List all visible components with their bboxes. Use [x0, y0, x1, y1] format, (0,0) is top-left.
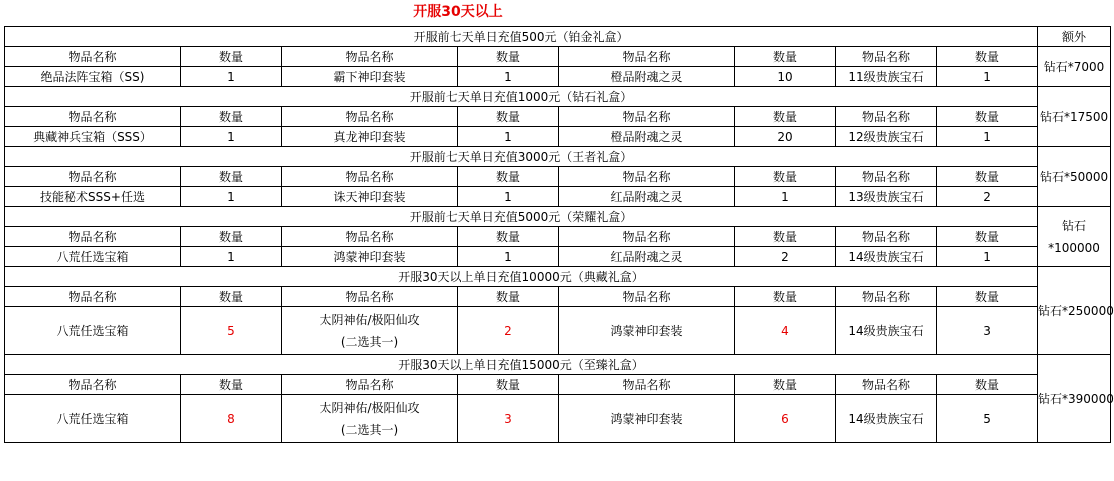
column-header-row — [5, 287, 1111, 307]
column-header: 数量 — [735, 167, 836, 187]
item-name: 典藏神兵宝箱（SSS） — [5, 127, 181, 147]
item-name: 八荒任选宝箱 — [5, 307, 181, 355]
tier-title: 开服前七天单日充值5000元（荣耀礼盒） — [5, 207, 1038, 227]
column-header: 数量 — [181, 287, 282, 307]
column-header: 物品名称 — [836, 107, 937, 127]
tier-title: 开服前七天单日充值500元（铂金礼盒） — [5, 27, 1038, 47]
item-name-line: 太阴神佑/极阳仙攻 — [319, 312, 420, 327]
item-name: 真龙神印套装 — [282, 127, 458, 147]
item-name: 橙品附魂之灵 — [559, 127, 735, 147]
column-header: 数量 — [458, 375, 559, 395]
tier-row — [5, 355, 1111, 375]
item-qty: 1 — [937, 247, 1038, 267]
item-qty: 5 — [181, 307, 282, 355]
column-header: 物品名称 — [836, 47, 937, 67]
item-name: 霸下神印套装 — [282, 67, 458, 87]
item-qty: 3 — [937, 307, 1038, 355]
item-qty: 2 — [735, 247, 836, 267]
column-header: 数量 — [735, 375, 836, 395]
column-header: 数量 — [937, 107, 1038, 127]
item-name: 红品附魂之灵 — [559, 187, 735, 207]
item-qty: 1 — [181, 187, 282, 207]
column-header-row — [5, 375, 1111, 395]
item-name: 绝品法阵宝箱（SS) — [5, 67, 181, 87]
item-qty: 10 — [735, 67, 836, 87]
item-qty: 2 — [937, 187, 1038, 207]
item-qty: 1 — [458, 127, 559, 147]
column-header: 物品名称 — [559, 47, 735, 67]
extra-reward — [1038, 355, 1114, 443]
tier-row — [5, 147, 1111, 167]
column-header: 数量 — [735, 107, 836, 127]
column-header: 数量 — [735, 227, 836, 247]
extra-reward-text: 钻石*250000 — [1038, 303, 1114, 318]
item-name-note: (二选其一) — [340, 422, 399, 437]
extra-header: 额外 — [1038, 27, 1111, 47]
column-header: 物品名称 — [5, 107, 181, 127]
item-name: 11级贵族宝石 — [836, 67, 937, 87]
column-header: 数量 — [458, 47, 559, 67]
column-header: 数量 — [181, 107, 282, 127]
extra-reward — [1038, 267, 1114, 355]
item-name: 技能秘术SSS+任选 — [5, 187, 181, 207]
column-header: 物品名称 — [282, 287, 458, 307]
item-qty: 1 — [181, 127, 282, 147]
column-header: 物品名称 — [836, 227, 937, 247]
item-row — [5, 187, 1111, 207]
column-header: 数量 — [937, 47, 1038, 67]
extra-reward-text: 钻石*17500 — [1039, 109, 1109, 124]
item-qty: 1 — [181, 247, 282, 267]
item-name-line: 太阴神佑/极阳仙攻 — [319, 400, 420, 415]
column-header-row — [5, 47, 1111, 67]
column-header: 数量 — [458, 167, 559, 187]
item-qty: 6 — [735, 395, 836, 443]
item-qty: 4 — [735, 307, 836, 355]
column-header: 物品名称 — [559, 167, 735, 187]
column-header: 物品名称 — [5, 227, 181, 247]
tier-row — [5, 27, 1111, 47]
item-qty: 3 — [458, 395, 559, 443]
item-qty: 20 — [735, 127, 836, 147]
item-name: 红品附魂之灵 — [559, 247, 735, 267]
extra-reward-text: 钻石*390000 — [1038, 391, 1114, 406]
tier-title: 开服30天以上单日充值10000元（典藏礼盒） — [5, 267, 1038, 287]
item-name: 鸿蒙神印套装 — [559, 307, 735, 355]
extra-reward — [1038, 87, 1111, 147]
column-header: 数量 — [458, 287, 559, 307]
extra-reward — [1038, 207, 1111, 267]
item-row — [5, 395, 1111, 443]
item-qty: 1 — [458, 247, 559, 267]
item-row — [5, 67, 1111, 87]
column-header: 物品名称 — [282, 167, 458, 187]
item-qty: 1 — [181, 67, 282, 87]
extra-reward-text: *100000 — [1048, 240, 1100, 255]
column-header-row — [5, 227, 1111, 247]
item-name: 八荒任选宝箱 — [5, 247, 181, 267]
item-name — [282, 395, 458, 443]
reward-table — [4, 26, 1114, 443]
item-name: 14级贵族宝石 — [836, 395, 937, 443]
item-row — [5, 307, 1111, 355]
column-header: 数量 — [458, 107, 559, 127]
item-qty: 1 — [735, 187, 836, 207]
item-qty: 1 — [937, 127, 1038, 147]
column-header: 物品名称 — [282, 375, 458, 395]
column-header: 物品名称 — [5, 167, 181, 187]
tier-row — [5, 267, 1111, 287]
column-header: 数量 — [458, 227, 559, 247]
item-qty: 1 — [937, 67, 1038, 87]
item-name: 八荒任选宝箱 — [5, 395, 181, 443]
column-header: 物品名称 — [559, 287, 735, 307]
column-header: 物品名称 — [559, 227, 735, 247]
column-header: 数量 — [937, 167, 1038, 187]
item-name: 橙品附魂之灵 — [559, 67, 735, 87]
item-name-note: (二选其一) — [340, 334, 399, 349]
column-header: 物品名称 — [282, 227, 458, 247]
column-header: 物品名称 — [5, 287, 181, 307]
column-header: 物品名称 — [282, 47, 458, 67]
item-name: 12级贵族宝石 — [836, 127, 937, 147]
item-qty: 1 — [458, 187, 559, 207]
column-header: 物品名称 — [559, 107, 735, 127]
column-header: 物品名称 — [836, 375, 937, 395]
tier-row — [5, 87, 1111, 107]
column-header: 物品名称 — [5, 47, 181, 67]
column-header: 物品名称 — [559, 375, 735, 395]
tier-row — [5, 207, 1111, 227]
item-name: 14级贵族宝石 — [836, 307, 937, 355]
extra-reward-text: 钻石 — [1062, 218, 1087, 233]
item-name: 诛天神印套装 — [282, 187, 458, 207]
column-header: 物品名称 — [836, 287, 937, 307]
column-header: 数量 — [937, 227, 1038, 247]
item-row — [5, 247, 1111, 267]
tier-title: 开服前七天单日充值1000元（钻石礼盒） — [5, 87, 1038, 107]
item-row — [5, 127, 1111, 147]
column-header: 数量 — [181, 375, 282, 395]
column-header: 数量 — [181, 47, 282, 67]
extra-reward — [1038, 147, 1111, 207]
column-header: 数量 — [181, 227, 282, 247]
item-qty: 5 — [937, 395, 1038, 443]
tier-title: 开服30天以上单日充值15000元（至臻礼盒） — [5, 355, 1038, 375]
item-name: 鸿蒙神印套装 — [559, 395, 735, 443]
extra-reward-text: 钻石*50000 — [1039, 169, 1109, 184]
extra-reward — [1038, 47, 1111, 87]
item-name: 14级贵族宝石 — [836, 247, 937, 267]
column-header-row — [5, 107, 1111, 127]
page-title: 开服30天以上 — [413, 4, 503, 20]
item-name: 13级贵族宝石 — [836, 187, 937, 207]
item-name — [282, 307, 458, 355]
tier-title: 开服前七天单日充值3000元（王者礼盒） — [5, 147, 1038, 167]
column-header: 数量 — [937, 287, 1038, 307]
column-header: 物品名称 — [282, 107, 458, 127]
column-header: 物品名称 — [836, 167, 937, 187]
extra-reward-text: 钻石*7000 — [1043, 59, 1105, 74]
item-name: 鸿蒙神印套装 — [282, 247, 458, 267]
column-header: 数量 — [735, 47, 836, 67]
column-header: 数量 — [181, 167, 282, 187]
item-qty: 1 — [458, 67, 559, 87]
item-qty: 8 — [181, 395, 282, 443]
column-header: 数量 — [937, 375, 1038, 395]
item-qty: 2 — [458, 307, 559, 355]
column-header-row — [5, 167, 1111, 187]
column-header: 物品名称 — [5, 375, 181, 395]
column-header: 数量 — [735, 287, 836, 307]
